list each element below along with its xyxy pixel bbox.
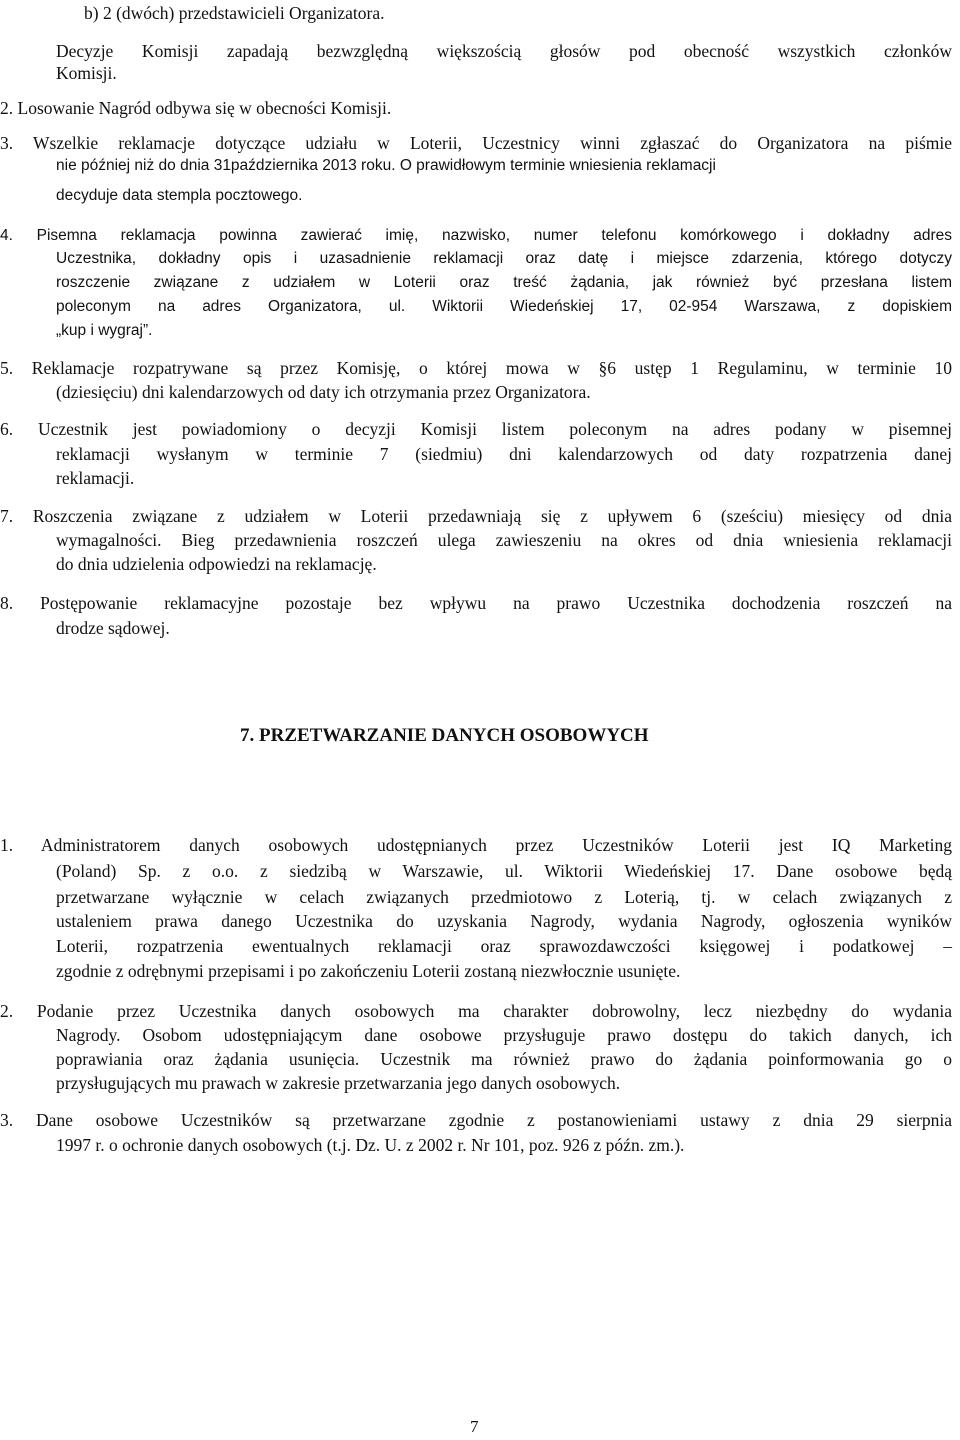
text-line: 3. Dane osobowe Uczestników są przetwarzane zgodnie z postanowieniami ustawy z dnia 29 sierpnia (0, 1110, 952, 1130)
text-span: nie później niż do dnia 31października 2013 roku. O prawidłowym terminie wniesienia reklamacji (56, 157, 716, 174)
text-line: 1. Administratorem danych osobowych udostępnianych przez Uczestników Loterii jest IQ Marketing (0, 835, 952, 855)
text-line: przysługujących mu prawach w zakresie przetwarzania jego danych osobowych. (56, 1073, 621, 1093)
text-line: wymagalności. Bieg przedawnienia roszczeń ulega zawieszeniu na okres od dnia wniesienia reklamacji (56, 530, 952, 550)
text-line: roszczenie związane z udziałem w Loterii oraz treść żądania, jak również być przesłana listem (56, 274, 952, 291)
text-line: Loterii, rozpatrzenia ewentualnych reklamacji oraz sprawozdawczości księgowej i podatkowej – (56, 936, 952, 956)
text-line: „kup i wygraj”. (56, 322, 153, 339)
text-line: 7. Roszczenia związane z udziałem w Loterii przedawniają się z upływem 6 (sześciu) miesięcy od dnia (0, 506, 952, 526)
text-line: poleconym na adres Organizatora, ul. Wiktorii Wiedeńskiej 17, 02-954 Warszawa, z dopiskiem (56, 298, 952, 315)
text-line: 1997 r. o ochronie danych osobowych (t.j. Dz. U. z 2002 r. Nr 101, poz. 926 z późn. zm.). (56, 1135, 685, 1155)
text-line: ustaleniem prawa danego Uczestnika do uzyskania Nagrody, wydania Nagrody, ogłoszenia wyników (56, 911, 952, 931)
text-line: Uczestnika, dokładny opis i uzasadnienie reklamacji oraz datę i miejsce zdarzenia, którego dotyczy (56, 250, 952, 267)
text-fragment (56, 155, 952, 177)
text-line: Komisji. (56, 63, 117, 83)
text-line: drodze sądowej. (56, 618, 170, 638)
text-line: 6. Uczestnik jest powiadomiony o decyzji Komisji listem poleconym na adres podany w pisemnej (0, 419, 952, 439)
text-line: (dziesięciu) dni kalendarzowych od daty ich otrzymania przez Organizatora. (56, 382, 591, 402)
section-heading: 7. PRZETWARZANIE DANYCH OSOBOWYCH (240, 725, 649, 746)
text-line: reklamacji wysłanym w terminie 7 (siedmiu) dni kalendarzowych od daty rozpatrzenia danej (56, 444, 952, 464)
text-line: decyduje data stempla pocztowego. (56, 187, 303, 204)
text-line: przetwarzane wyłącznie w celach związanych przedmiotowo z Loterią, tj. w celach związanych z (56, 887, 952, 907)
text-line: 4. Pisemna reklamacja powinna zawierać imię, nazwisko, numer telefonu komórkowego i dokładny adres (0, 227, 952, 244)
text-line: 5. Reklamacje rozpatrywane są przez Komisję, o której mowa w §6 ustęp 1 Regulaminu, w terminie 10 (0, 358, 952, 378)
text-line: b) 2 (dwóch) przedstawicieli Organizatora. (84, 3, 385, 23)
text-line: Nagrody. Osobom udostępniającym dane osobowe przysługuje prawo dostępu do takich danych, ich (56, 1025, 952, 1045)
text-line: do dnia udzielenia odpowiedzi na reklamację. (56, 554, 377, 574)
text-line: 8. Postępowanie reklamacyjne pozostaje bez wpływu na prawo Uczestnika dochodzenia roszczeń na (0, 593, 952, 613)
text-line (56, 155, 952, 177)
text-line: 2. Podanie przez Uczestnika danych osobowych ma charakter dobrowolny, lecz niezbędny do wydania (0, 1001, 952, 1021)
page-number: 7 (470, 1417, 479, 1436)
text-line: reklamacji. (56, 468, 135, 488)
text-line: 2. Losowanie Nagród odbywa się w obecności Komisji. (0, 98, 392, 118)
text-line: Decyzje Komisji zapadają bezwzględną większością głosów pod obecność wszystkich członków (56, 41, 952, 61)
text-line: zgodnie z odrębnymi przepisami i po zakończeniu Loterii zostaną niezwłocznie usunięte. (56, 961, 681, 981)
text-line: poprawiania oraz żądania usunięcia. Uczestnik ma również prawo do żądania poinformowania go o (56, 1049, 952, 1069)
text-line: (Poland) Sp. z o.o. z siedzibą w Warszawie, ul. Wiktorii Wiedeńskiej 17. Dane osobowe będą (56, 861, 952, 881)
text-line: 3. Wszelkie reklamacje dotyczące udziału w Loterii, Uczestnicy winni zgłaszać do Organizatora na piśmie (0, 133, 952, 153)
